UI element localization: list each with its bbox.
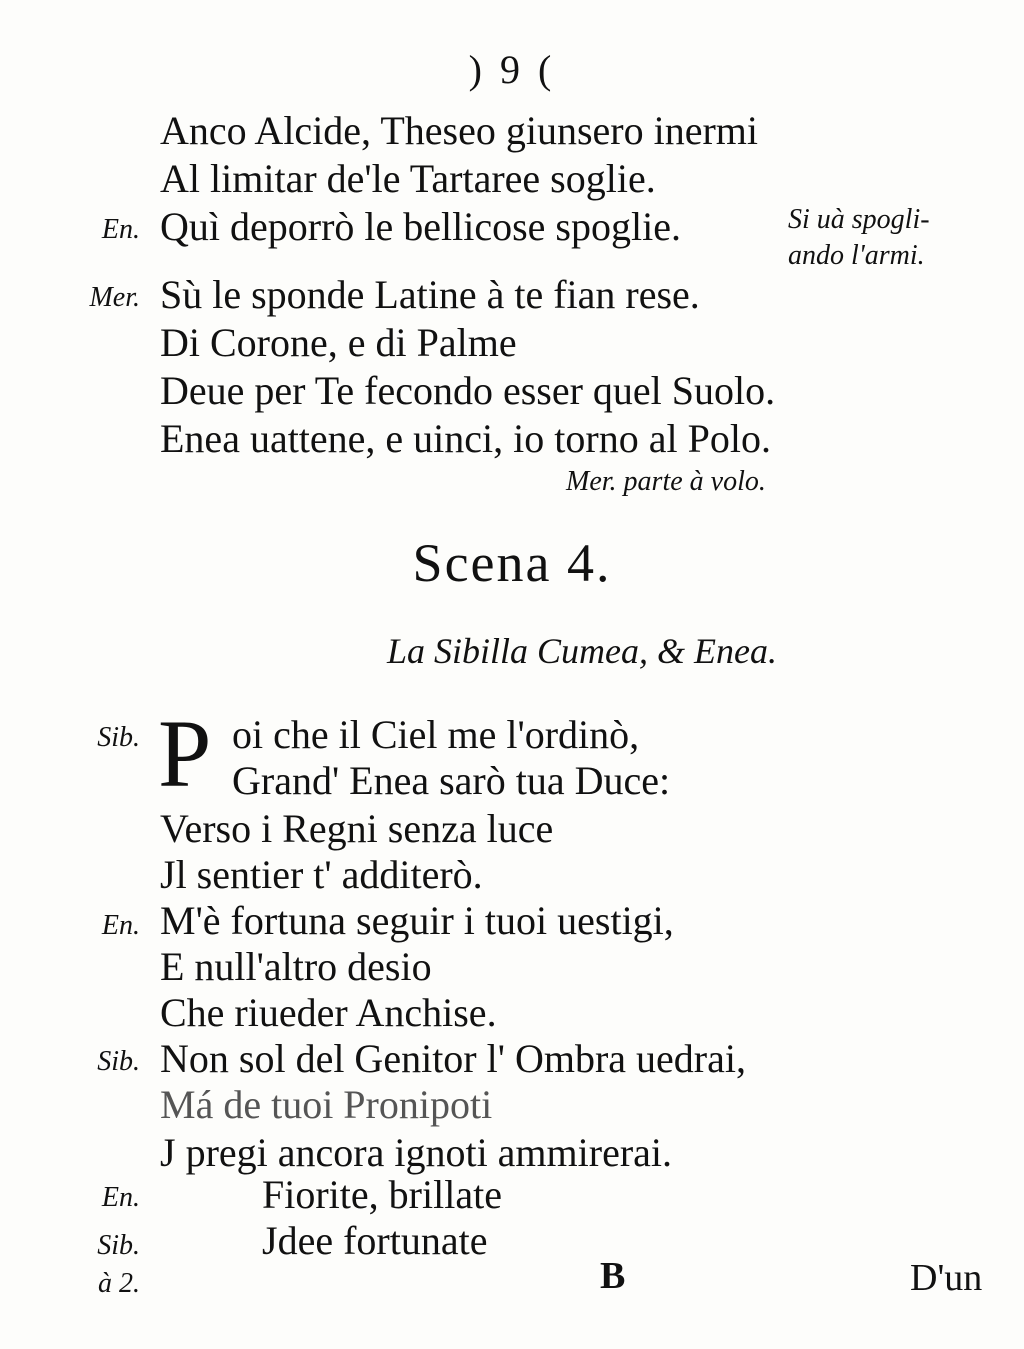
verse-line: oi che il Ciel me l'ordinò, [232, 712, 640, 757]
signature-mark: B [600, 1255, 626, 1297]
verse-line: Che riueder Anchise. [160, 990, 497, 1035]
page-number: ) 9 ( [468, 47, 556, 92]
verse-line: Jdee fortunate [262, 1218, 488, 1263]
verse-line: J pregi ancora ignoti ammirerai. [160, 1130, 673, 1175]
speaker-label: Sib. [97, 722, 140, 753]
verse-line: Verso i Regni senza luce [160, 806, 554, 851]
verse-line: Quì deporrò le bellicose spoglie. [160, 204, 681, 249]
stage-direction: Mer. parte à volo. [566, 466, 766, 497]
verse-line: Grand' Enea sarò tua Duce: [232, 758, 671, 803]
speaker-label: Sib. [97, 1046, 140, 1077]
verse-line: Al limitar de'le Tartaree soglie. [160, 156, 656, 201]
catchword: D'un [910, 1257, 983, 1299]
verse-line: Enea uattene, e uinci, io torno al Polo. [160, 416, 771, 461]
verse-line: Deue per Te fecondo esser quel Suolo. [160, 368, 776, 413]
stage-direction: ando l'armi. [788, 240, 925, 271]
verse-line: Jl sentier t' additerò. [160, 852, 483, 897]
speaker-label: à 2. [98, 1268, 140, 1299]
drop-cap: P [158, 700, 212, 807]
speaker-label: Sib. [97, 1230, 140, 1261]
speaker-label: En. [101, 214, 140, 245]
speaker-label: Mer. [89, 282, 140, 313]
verse-line: Sù le sponde Latine à te fian rese. [160, 272, 700, 317]
scene-title: Scena 4. [412, 533, 612, 593]
verse-line: Non sol del Genitor l' Ombra uedrai, [160, 1036, 746, 1081]
stage-direction: Si uà spogli- [788, 204, 930, 235]
scene-cast: La Sibilla Cumea, & Enea. [387, 631, 777, 671]
speaker-label: En. [101, 1182, 140, 1213]
verse-line: M'è fortuna seguir i tuoi uestigi, [160, 898, 674, 943]
verse-line: Fiorite, brillate [262, 1172, 502, 1217]
verse-line: Anco Alcide, Theseo giunsero inermi [160, 108, 759, 153]
verse-line: Má de tuoi Pronipoti [160, 1082, 493, 1127]
verse-line: Di Corone, e di Palme [160, 320, 517, 365]
verse-line: E null'altro desio [160, 944, 432, 989]
speaker-label: En. [101, 910, 140, 941]
